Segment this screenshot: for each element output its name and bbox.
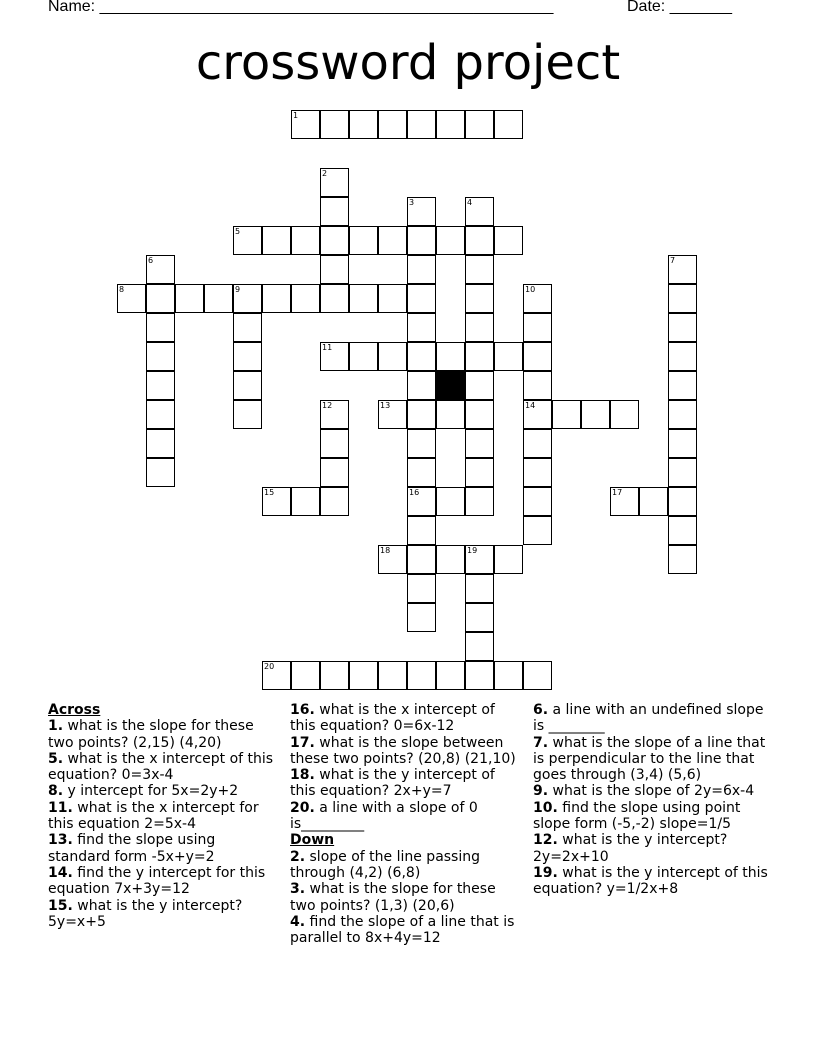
- grid-cell[interactable]: [320, 661, 349, 690]
- clue-across-15: 15. what is the y intercept? 5y=x+5: [48, 897, 243, 930]
- grid-cell[interactable]: [146, 400, 175, 429]
- grid-cell[interactable]: [349, 661, 378, 690]
- grid-cell[interactable]: [291, 661, 320, 690]
- grid-cell[interactable]: [436, 342, 465, 371]
- grid-cell[interactable]: [233, 226, 262, 255]
- grid-cell[interactable]: [146, 284, 175, 313]
- grid-cell[interactable]: [262, 284, 291, 313]
- grid-cell[interactable]: [378, 342, 407, 371]
- grid-cell[interactable]: [465, 342, 494, 371]
- grid-cell[interactable]: [233, 284, 262, 313]
- cell-number: 16: [409, 488, 420, 497]
- grid-cell[interactable]: [668, 342, 697, 371]
- clue-down-2: 2. slope of the line passing through (4,2) (6,8): [290, 848, 481, 881]
- grid-cell[interactable]: [349, 284, 378, 313]
- grid-cell[interactable]: [523, 458, 552, 487]
- clue-across-13: 13. find the slope using standard form -5x+y=2: [48, 832, 216, 865]
- grid-cell[interactable]: [523, 342, 552, 371]
- grid-cell[interactable]: [465, 429, 494, 458]
- grid-cell[interactable]: [668, 371, 697, 400]
- grid-cell[interactable]: [407, 371, 436, 400]
- across-heading: Across: [48, 702, 101, 718]
- grid-cell[interactable]: [349, 342, 378, 371]
- grid-cell[interactable]: [436, 661, 465, 690]
- grid-cell[interactable]: [146, 313, 175, 342]
- grid-cell[interactable]: [146, 371, 175, 400]
- grid-cell[interactable]: [407, 516, 436, 545]
- grid-cell[interactable]: [291, 284, 320, 313]
- cell-number: 19: [467, 546, 478, 555]
- grid-cell[interactable]: [378, 110, 407, 139]
- cell-number: 12: [322, 401, 333, 410]
- grid-cell[interactable]: [407, 313, 436, 342]
- cell-number: 6: [148, 256, 154, 265]
- grid-cell[interactable]: [668, 487, 697, 516]
- clue-across-17: 17. what is the slope between these two points? (20,8) (21,10): [290, 734, 516, 767]
- black-cell: [436, 371, 465, 400]
- grid-cell[interactable]: [349, 110, 378, 139]
- grid-cell[interactable]: [146, 255, 175, 284]
- grid-cell[interactable]: [668, 545, 697, 574]
- clues-column-1: [48, 702, 280, 930]
- grid-cell[interactable]: [407, 545, 436, 574]
- clue-across-5: 5. what is the x intercept of this equation? 0=3x-4: [48, 750, 274, 784]
- cell-number: 15: [264, 488, 275, 497]
- cell-number: 14: [525, 401, 536, 410]
- grid-cell[interactable]: [465, 632, 494, 661]
- cell-number: 9: [235, 285, 241, 294]
- grid-cell[interactable]: [407, 574, 436, 603]
- grid-cell[interactable]: [523, 429, 552, 458]
- grid-cell[interactable]: [407, 284, 436, 313]
- grid-cell[interactable]: [523, 400, 552, 429]
- cell-number: 8: [119, 285, 125, 294]
- clue-across-8: 8. y intercept for 5x=2y+2: [48, 783, 239, 800]
- clues-column-3: [533, 702, 773, 898]
- grid-cell[interactable]: [175, 284, 204, 313]
- grid-cell[interactable]: [465, 487, 494, 516]
- grid-cell[interactable]: [407, 458, 436, 487]
- grid-cell[interactable]: [320, 110, 349, 139]
- grid-cell[interactable]: [291, 487, 320, 516]
- grid-cell[interactable]: [465, 545, 494, 574]
- date-field: [627, 0, 732, 17]
- grid-cell[interactable]: [494, 661, 523, 690]
- grid-cell[interactable]: [407, 400, 436, 429]
- grid-cell[interactable]: [465, 226, 494, 255]
- grid-cell[interactable]: [668, 313, 697, 342]
- grid-cell[interactable]: [262, 226, 291, 255]
- grid-cell[interactable]: [465, 313, 494, 342]
- name-label: Name:: [48, 0, 96, 15]
- grid-cell[interactable]: [465, 371, 494, 400]
- cell-number: 11: [322, 343, 333, 352]
- grid-cell[interactable]: [552, 400, 581, 429]
- puzzle-title: crossword project: [195, 35, 621, 91]
- clue-across-1: 1. what is the slope for these two points? (2,15) (4,20): [48, 718, 254, 751]
- clue-across-18: 18. what is the y intercept of this equation? 2x+y=7: [290, 767, 495, 800]
- cell-number: 5: [235, 227, 241, 236]
- grid-cell[interactable]: [233, 371, 262, 400]
- grid-cell[interactable]: [639, 487, 668, 516]
- clue-across-20: 20. a line with a slope of 0 is_________: [290, 799, 478, 833]
- grid-cell[interactable]: [407, 226, 436, 255]
- grid-cell[interactable]: [291, 226, 320, 255]
- grid-cell[interactable]: [291, 110, 320, 139]
- grid-cell[interactable]: [320, 226, 349, 255]
- grid-cell[interactable]: [378, 226, 407, 255]
- grid-cell[interactable]: [494, 342, 523, 371]
- grid-cell[interactable]: [436, 400, 465, 429]
- grid-cell[interactable]: [494, 226, 523, 255]
- clue-down-3: 3. what is the slope for these two points? (1,3) (20,6): [290, 881, 496, 914]
- clue-down-12: 12. what is the y intercept? 2y=2x+10: [533, 832, 728, 865]
- grid-cell[interactable]: [465, 284, 494, 313]
- grid-cell[interactable]: [523, 313, 552, 342]
- grid-cell[interactable]: [465, 574, 494, 603]
- grid-cell[interactable]: [523, 487, 552, 516]
- grid-cell[interactable]: [320, 284, 349, 313]
- grid-cell[interactable]: [407, 429, 436, 458]
- grid-cell[interactable]: [407, 110, 436, 139]
- grid-cell[interactable]: [523, 516, 552, 545]
- grid-cell[interactable]: [436, 226, 465, 255]
- grid-cell[interactable]: [465, 603, 494, 632]
- grid-cell[interactable]: [262, 487, 291, 516]
- grid-cell[interactable]: [378, 400, 407, 429]
- clue-across-11: 11. what is the x intercept for this equation 2=5x-4: [48, 799, 259, 833]
- cell-number: 18: [380, 546, 391, 555]
- grid-cell[interactable]: [465, 400, 494, 429]
- grid-cell[interactable]: [668, 429, 697, 458]
- grid-cell[interactable]: [581, 400, 610, 429]
- grid-cell[interactable]: [146, 458, 175, 487]
- grid-cell[interactable]: [668, 284, 697, 313]
- grid-cell[interactable]: [494, 110, 523, 139]
- down-heading: Down: [290, 832, 335, 849]
- date-blank: _______: [669, 0, 732, 15]
- grid-cell[interactable]: [204, 284, 233, 313]
- clue-across-14: 14. find the y intercept for this equation 7x+3y=12: [48, 864, 266, 898]
- grid-cell[interactable]: [320, 400, 349, 429]
- cell-number: 1: [293, 111, 299, 120]
- name-field: [48, 0, 553, 17]
- cell-number: 17: [612, 488, 623, 497]
- clue-down-6: 6. a line with an undefined slope is ________: [533, 702, 764, 735]
- grid-cell[interactable]: [320, 458, 349, 487]
- grid-cell[interactable]: [378, 661, 407, 690]
- cell-number: 4: [467, 198, 473, 207]
- grid-cell[interactable]: [407, 487, 436, 516]
- grid-cell[interactable]: [146, 429, 175, 458]
- cell-number: 10: [525, 285, 536, 294]
- grid-cell[interactable]: [320, 342, 349, 371]
- clue-down-4: 4. find the slope of a line that is parallel to 8x+4y=12: [290, 913, 515, 947]
- grid-cell[interactable]: [233, 342, 262, 371]
- grid-cell[interactable]: [378, 545, 407, 574]
- cell-number: 20: [264, 662, 275, 671]
- grid-cell[interactable]: [465, 197, 494, 226]
- name-blank: ___________________________________________________: [99, 0, 554, 15]
- grid-cell[interactable]: [465, 255, 494, 284]
- grid-cell[interactable]: [610, 400, 639, 429]
- grid-cell[interactable]: [465, 661, 494, 690]
- cell-number: 2: [322, 169, 328, 178]
- grid-cell[interactable]: [436, 545, 465, 574]
- grid-cell[interactable]: [436, 487, 465, 516]
- grid-cell[interactable]: [465, 110, 494, 139]
- grid-cell[interactable]: [436, 110, 465, 139]
- clue-down-9: 9. what is the slope of 2y=6x-4: [533, 783, 755, 800]
- grid-cell[interactable]: [465, 458, 494, 487]
- clue-down-7: 7. what is the slope of a line that is perpendicular to the line that goes through (3,4) (5,6): [533, 734, 766, 784]
- grid-cell[interactable]: [320, 255, 349, 284]
- date-label: Date:: [627, 0, 666, 15]
- grid-cell[interactable]: [233, 400, 262, 429]
- cell-number: 13: [380, 401, 391, 410]
- grid-cell[interactable]: [610, 487, 639, 516]
- grid-cell[interactable]: [407, 197, 436, 226]
- grid-cell[interactable]: [349, 226, 378, 255]
- grid-cell[interactable]: [494, 545, 523, 574]
- grid-cell[interactable]: [117, 284, 146, 313]
- grid-cell[interactable]: [262, 661, 291, 690]
- clues-column-2: [290, 702, 522, 946]
- grid-cell[interactable]: [668, 458, 697, 487]
- cell-number: 7: [670, 256, 676, 265]
- grid-cell[interactable]: [407, 342, 436, 371]
- grid-cell[interactable]: [320, 168, 349, 197]
- grid-cell[interactable]: [407, 255, 436, 284]
- clue-down-10: 10. find the slope using point slope form (-5,-2) slope=1/5: [533, 799, 741, 833]
- grid-cell[interactable]: [407, 661, 436, 690]
- grid-cell[interactable]: [668, 400, 697, 429]
- grid-cell[interactable]: [233, 313, 262, 342]
- grid-cell[interactable]: [407, 603, 436, 632]
- grid-cell[interactable]: [668, 255, 697, 284]
- grid-cell[interactable]: [378, 284, 407, 313]
- grid-cell[interactable]: [320, 197, 349, 226]
- grid-cell[interactable]: [320, 429, 349, 458]
- clue-down-19: 19. what is the y intercept of this equation? y=1/2x+8: [533, 864, 768, 898]
- grid-cell[interactable]: [146, 342, 175, 371]
- clue-across-16: 16. what is the x intercept of this equation? 0=6x-12: [290, 702, 495, 735]
- grid-cell[interactable]: [523, 284, 552, 313]
- cell-number: 3: [409, 198, 415, 207]
- grid-cell[interactable]: [523, 661, 552, 690]
- grid-cell[interactable]: [668, 516, 697, 545]
- grid-cell[interactable]: [320, 487, 349, 516]
- grid-cell[interactable]: [523, 371, 552, 400]
